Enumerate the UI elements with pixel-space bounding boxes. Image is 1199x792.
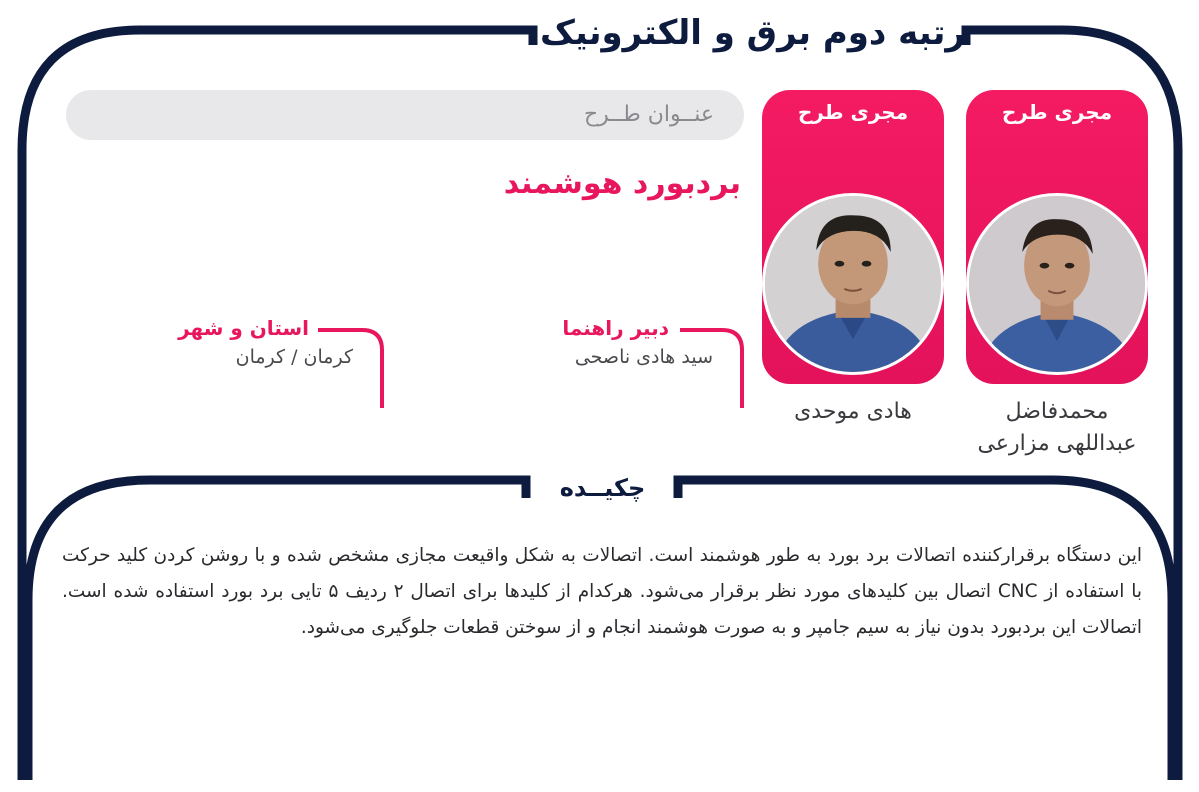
location-label: استان و شهر [178, 316, 309, 340]
abstract-title: چکیــده [559, 474, 646, 502]
project-name: بردبورد هوشمند [503, 166, 741, 201]
advisor-bracket [680, 330, 742, 408]
student-card-2 [762, 90, 944, 384]
rank-title: رتبه دوم برق و الکترونیک [540, 13, 965, 53]
advisor-label: دبیر راهنما [562, 316, 669, 340]
top-frame-line [22, 30, 533, 780]
student-name-2: هادی موحدی [794, 399, 912, 424]
student-name-1: محمدفاضل [1005, 399, 1109, 424]
abstract-text: این دستگاه برقرارکننده اتصالات برد بورد به طور هوشمند است. اتصالات به شکل واقیعت مجازی مشخص شده و با روشن کردن کلید حرکت با استفاده از CNC اتصال بین کلیدهای مورد نظر برقرار می‌شود. هرکدام از کلیدها برای اتصال ۲ ردیف ۵ تایی برد بورد استفاده شده است. اتصالات این بردبورد بدون نیاز به سیم جامپر و به صورت هوشمند انجام و از سوختن قطعات جلوگیری می‌شود. [62, 545, 1143, 638]
project-title-pill [66, 90, 744, 140]
project-title-label: عنــوان طــرح [583, 102, 714, 127]
location-bracket [318, 330, 382, 408]
advisor-name: سید هادی ناصحی [574, 346, 713, 368]
student-name-1-line2: عبداللهی مزارعی [977, 431, 1137, 456]
student-photo-1 [966, 193, 1148, 375]
student-card-1 [966, 90, 1148, 384]
location-value: کرمان / کرمان [235, 346, 353, 368]
student-role-1: مجری طرح [1001, 100, 1113, 124]
student-role-2: مجری طرح [797, 100, 909, 124]
student-photo-2 [762, 193, 944, 375]
